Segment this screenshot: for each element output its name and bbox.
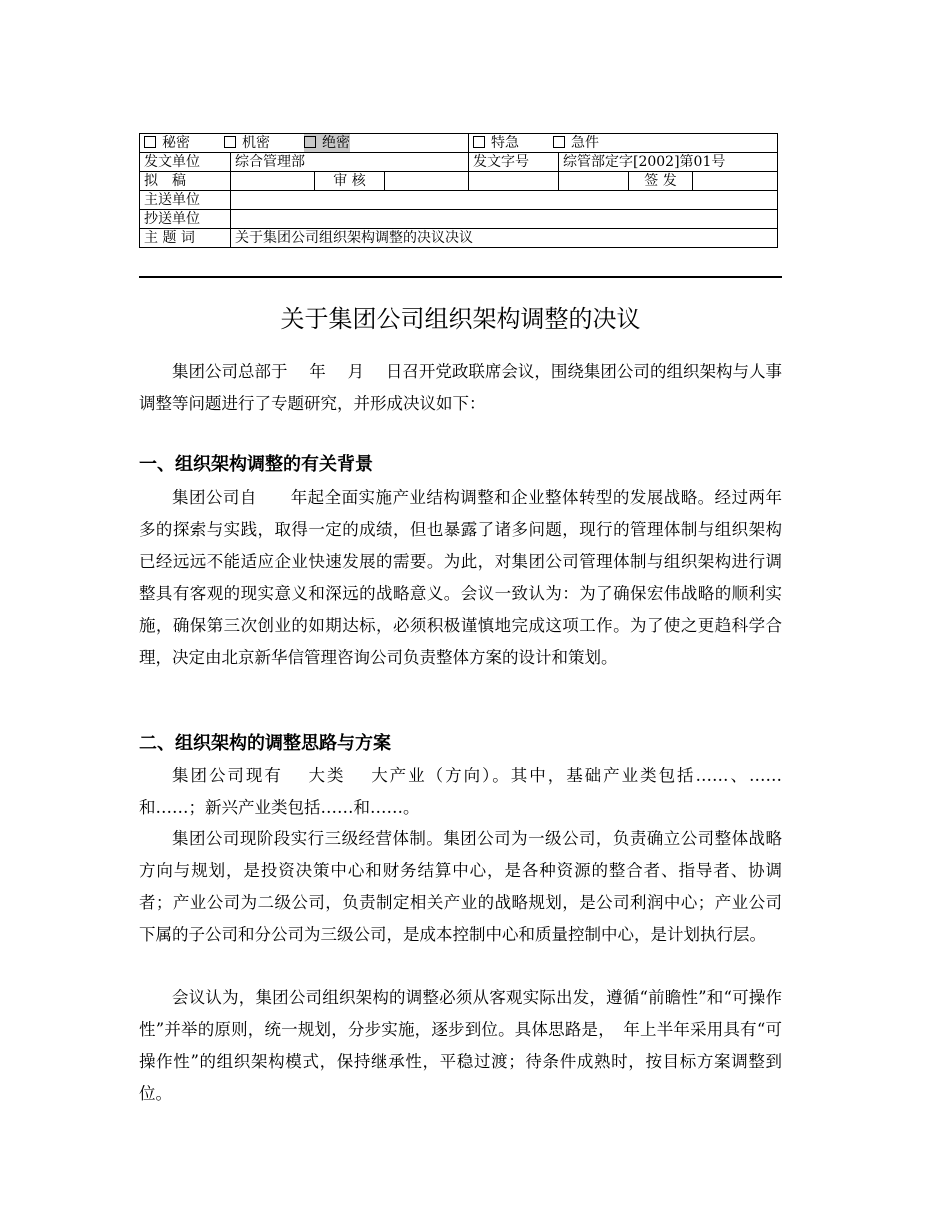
checkbox-teji[interactable] [473,134,519,152]
reviewer-label: 审 核 [315,172,385,191]
checkbox-jijian-label: 急件 [571,135,599,151]
cc-value [231,210,778,229]
section-1-paragraph: 集团公司自 年起全面实施产业结构调整和企业整体转型的发展战略。经过两年多的探索与实践，取得一定的成绩，但也暴露了诸多问题，现行的管理体制与组织架构已经远远不能适应企业快速发展的需要。为此，对集团公司管理体制与组织架构进行调整具有客观的现实意义和深远的战略意义。会议一致认为：为了确保宏伟战略的顺利实施，确保第三次创业的如期达标，必须积极谨慎地完成这项工作。为了使之更趋科学合理，决定由北京新华信管理咨询公司负责整体方案的设计和策划。 [139,488,782,667]
header-divider [139,276,782,278]
section-1-heading: 一、组织架构调整的有关背景 [139,454,373,475]
doc-number-label: 发文字号 [469,153,559,172]
approval-blank-2 [559,172,629,191]
document-header-table [139,133,778,248]
subject-label: 主 题 词 [140,229,231,248]
section-2-paragraph-3: 会议认为，集团公司组织架构的调整必须从客观实际出发，遵循“前瞻性”和“可操作性”并举的原则，统一规划，分步实施，逐步到位。具体思路是， 年上半年采用具有“可操作性”的组织架构模式，保持继承性，平稳过渡；待条件成熟时，按目标方案调整到位。 [139,988,782,1103]
cc-row [140,210,778,229]
checkbox-jimi-label: 机密 [242,135,270,151]
intro-paragraph: 集团公司总部于 年 月 日召开党政联席会议，围绕集团公司的组织架构与人事调整等问题进行了专题研究，并形成决议如下： [139,362,782,413]
checkbox-mimi-label: 秘密 [162,135,190,151]
checkbox-juemi-label: 绝密 [322,135,350,151]
signer-value [693,172,778,191]
issuing-unit-value: 综合管理部 [231,153,469,172]
issuing-unit-label: 发文单位 [140,153,231,172]
cc-label: 抄送单位 [140,210,231,229]
checkbox-mimi[interactable] [144,134,190,152]
doc-number-value: 综管部定字[2002]第01号 [559,153,778,172]
checkbox-teji-label: 特急 [491,135,519,151]
checkbox-square-icon [144,136,156,148]
issuing-row [140,153,778,172]
checkbox-square-icon [304,136,316,148]
subject-value: 关于集团公司组织架构调整的决议决议 [231,229,778,248]
checkbox-jimi[interactable] [224,134,270,152]
checkbox-juemi[interactable] [304,134,350,152]
signer-label: 签 发 [629,172,693,191]
section-2-paragraph-2: 集团公司现阶段实行三级经营体制。集团公司为一级公司，负责确立公司整体战略方向与规划，是投资决策中心和财务结算中心，是各种资源的整合者、指导者、协调者；产业公司为二级公司，负责制定相关产业的战略规划，是公司利润中心；产业公司下属的子公司和分公司为三级公司，是成本控制中心和质量控制中心，是计划执行层。 [139,829,782,944]
section-2-paragraph-1: 集团公司现有 大类 大产业（方向）。其中，基础产业类包括……、……和……；新兴产业类包括……和……。 [139,766,782,817]
approval-row [140,172,778,191]
subject-row [140,229,778,248]
approval-blank-1 [469,172,559,191]
checkbox-jijian[interactable] [553,134,599,152]
classification-row [140,134,778,153]
section-2-heading: 二、组织架构的调整思路与方案 [139,733,391,754]
reviewer-value [385,172,469,191]
checkbox-square-icon [553,136,565,148]
classification-left-cell [140,134,469,153]
main-recipient-label: 主送单位 [140,191,231,210]
checkbox-square-icon [224,136,236,148]
main-recipient-value [231,191,778,210]
checkbox-square-icon [473,136,485,148]
page-title: 关于集团公司组织架构调整的决议 [280,305,641,333]
drafter-label: 拟 稿 [140,172,231,191]
main-recipient-row [140,191,778,210]
drafter-value [231,172,315,191]
classification-right-cell [469,134,778,153]
